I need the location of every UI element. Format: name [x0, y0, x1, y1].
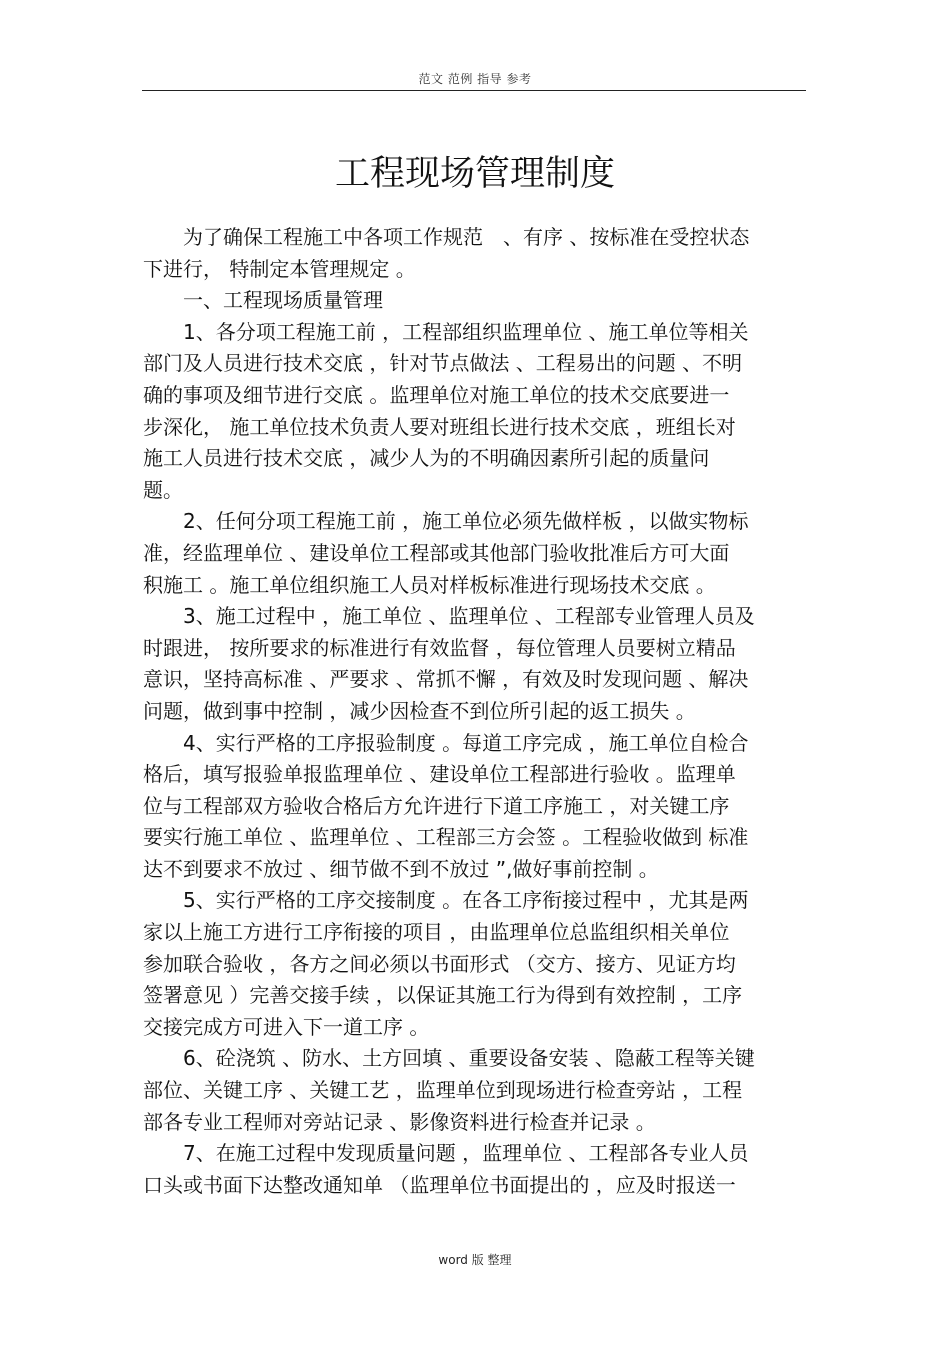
text-line: 问题，做到事中控制 ，减少因检查不到位所引起的返工损失 。: [143, 698, 696, 723]
document-title: 工程现场管理制度: [334, 154, 615, 194]
text-line: 2、任何分项工程施工前 ，施工单位必须先做样板 ，以做实物标: [143, 509, 749, 534]
text-line: 5、实行严格的工序交接制度 。在各工序衔接过程中 ，尤其是两: [143, 888, 749, 913]
page-header: 范文 范例 指导 参考: [418, 72, 532, 86]
text-line: 6、砼浇筑 、防水、土方回填 、重要设备安装 、隐蔽工程等关键: [143, 1046, 755, 1071]
text-line: 3、施工过程中 ，施工单位 、监理单位 、工程部专业管理人员及: [143, 604, 755, 629]
text-line: 口头或书面下达整改通知单 （监理单位书面提出的 ，应及时报送一: [143, 1172, 736, 1197]
text-line: 下进行， 特制定本管理规定 。: [143, 256, 416, 281]
text-line: 一、工程现场质量管理: [143, 288, 383, 313]
text-line: 格后，填写报验单报监理单位 、建设单位工程部进行验收 。监理单: [143, 762, 736, 787]
text-line: 参加联合验收 ，各方之间必须以书面形式 （交方、接方、见证方均: [143, 951, 736, 976]
text-line: 部各专业工程师对旁站记录 、影像资料进行检查并记录 。: [143, 1109, 656, 1134]
text-line: 家以上施工方进行工序衔接的项目 ，由监理单位总监组织相关单位: [143, 920, 730, 945]
text-line: 1、各分项工程施工前 ，工程部组织监理单位 、施工单位等相关: [143, 319, 749, 344]
text-line: 题。: [143, 477, 183, 502]
text-line: 要实行施工单位 、监理单位 、工程部三方会签 。工程验收做到 标准: [143, 825, 749, 850]
page-footer: word 版 整理: [438, 1253, 512, 1267]
text-line: 确的事项及细节进行交底 。监理单位对施工单位的技术交底要进一: [143, 382, 730, 407]
text-line: 7、在施工过程中发现质量问题 ，监理单位 、工程部各专业人员: [143, 1141, 749, 1166]
text-line: 时跟进， 按所要求的标准进行有效监督 ，每位管理人员要树立精品: [143, 635, 736, 660]
text-line: 4、实行严格的工序报验制度 。每道工序完成 ，施工单位自检合: [143, 730, 749, 755]
text-line: 部门及人员进行技术交底 ，针对节点做法 、工程易出的问题 、不明: [143, 351, 743, 376]
text-line: 位与工程部双方验收合格后方允许进行下道工序施工 ，对关键工序: [143, 793, 730, 818]
header-rule: [142, 90, 806, 91]
text-line: 意识，坚持高标准 、严要求 、常抓不懈 ，有效及时发现问题 、解决: [143, 667, 749, 692]
text-line: 为了确保工程施工中各项工作规范 、有序 、按标准在受控状态: [143, 225, 750, 249]
text-line: 积施工 。施工单位组织施工人员对样板标准进行现场技术交底 。: [143, 572, 716, 597]
text-line: 达不到要求不放过 、细节做不到不放过 ”,做好事前控制 。: [143, 856, 659, 881]
text-line: 施工人员进行技术交底 ，减少人为的不明确因素所引起的质量问: [143, 446, 710, 471]
text-line: 步深化， 施工单位技术负责人要对班组长进行技术交底 ，班组长对: [143, 414, 736, 439]
text-line: 准，经监理单位 、建设单位工程部或其他部门验收批准后方可大面: [143, 540, 730, 565]
text-line: 签署意见 ）完善交接手续 ，以保证其施工行为得到有效控制 ，工序: [143, 983, 743, 1008]
document-body: [143, 222, 807, 1201]
text-line: 部位、关键工序 、关键工艺 ，监理单位到现场进行检查旁站 ，工程: [143, 1078, 743, 1103]
text-line: 交接完成方可进入下一道工序 。: [143, 1014, 430, 1039]
